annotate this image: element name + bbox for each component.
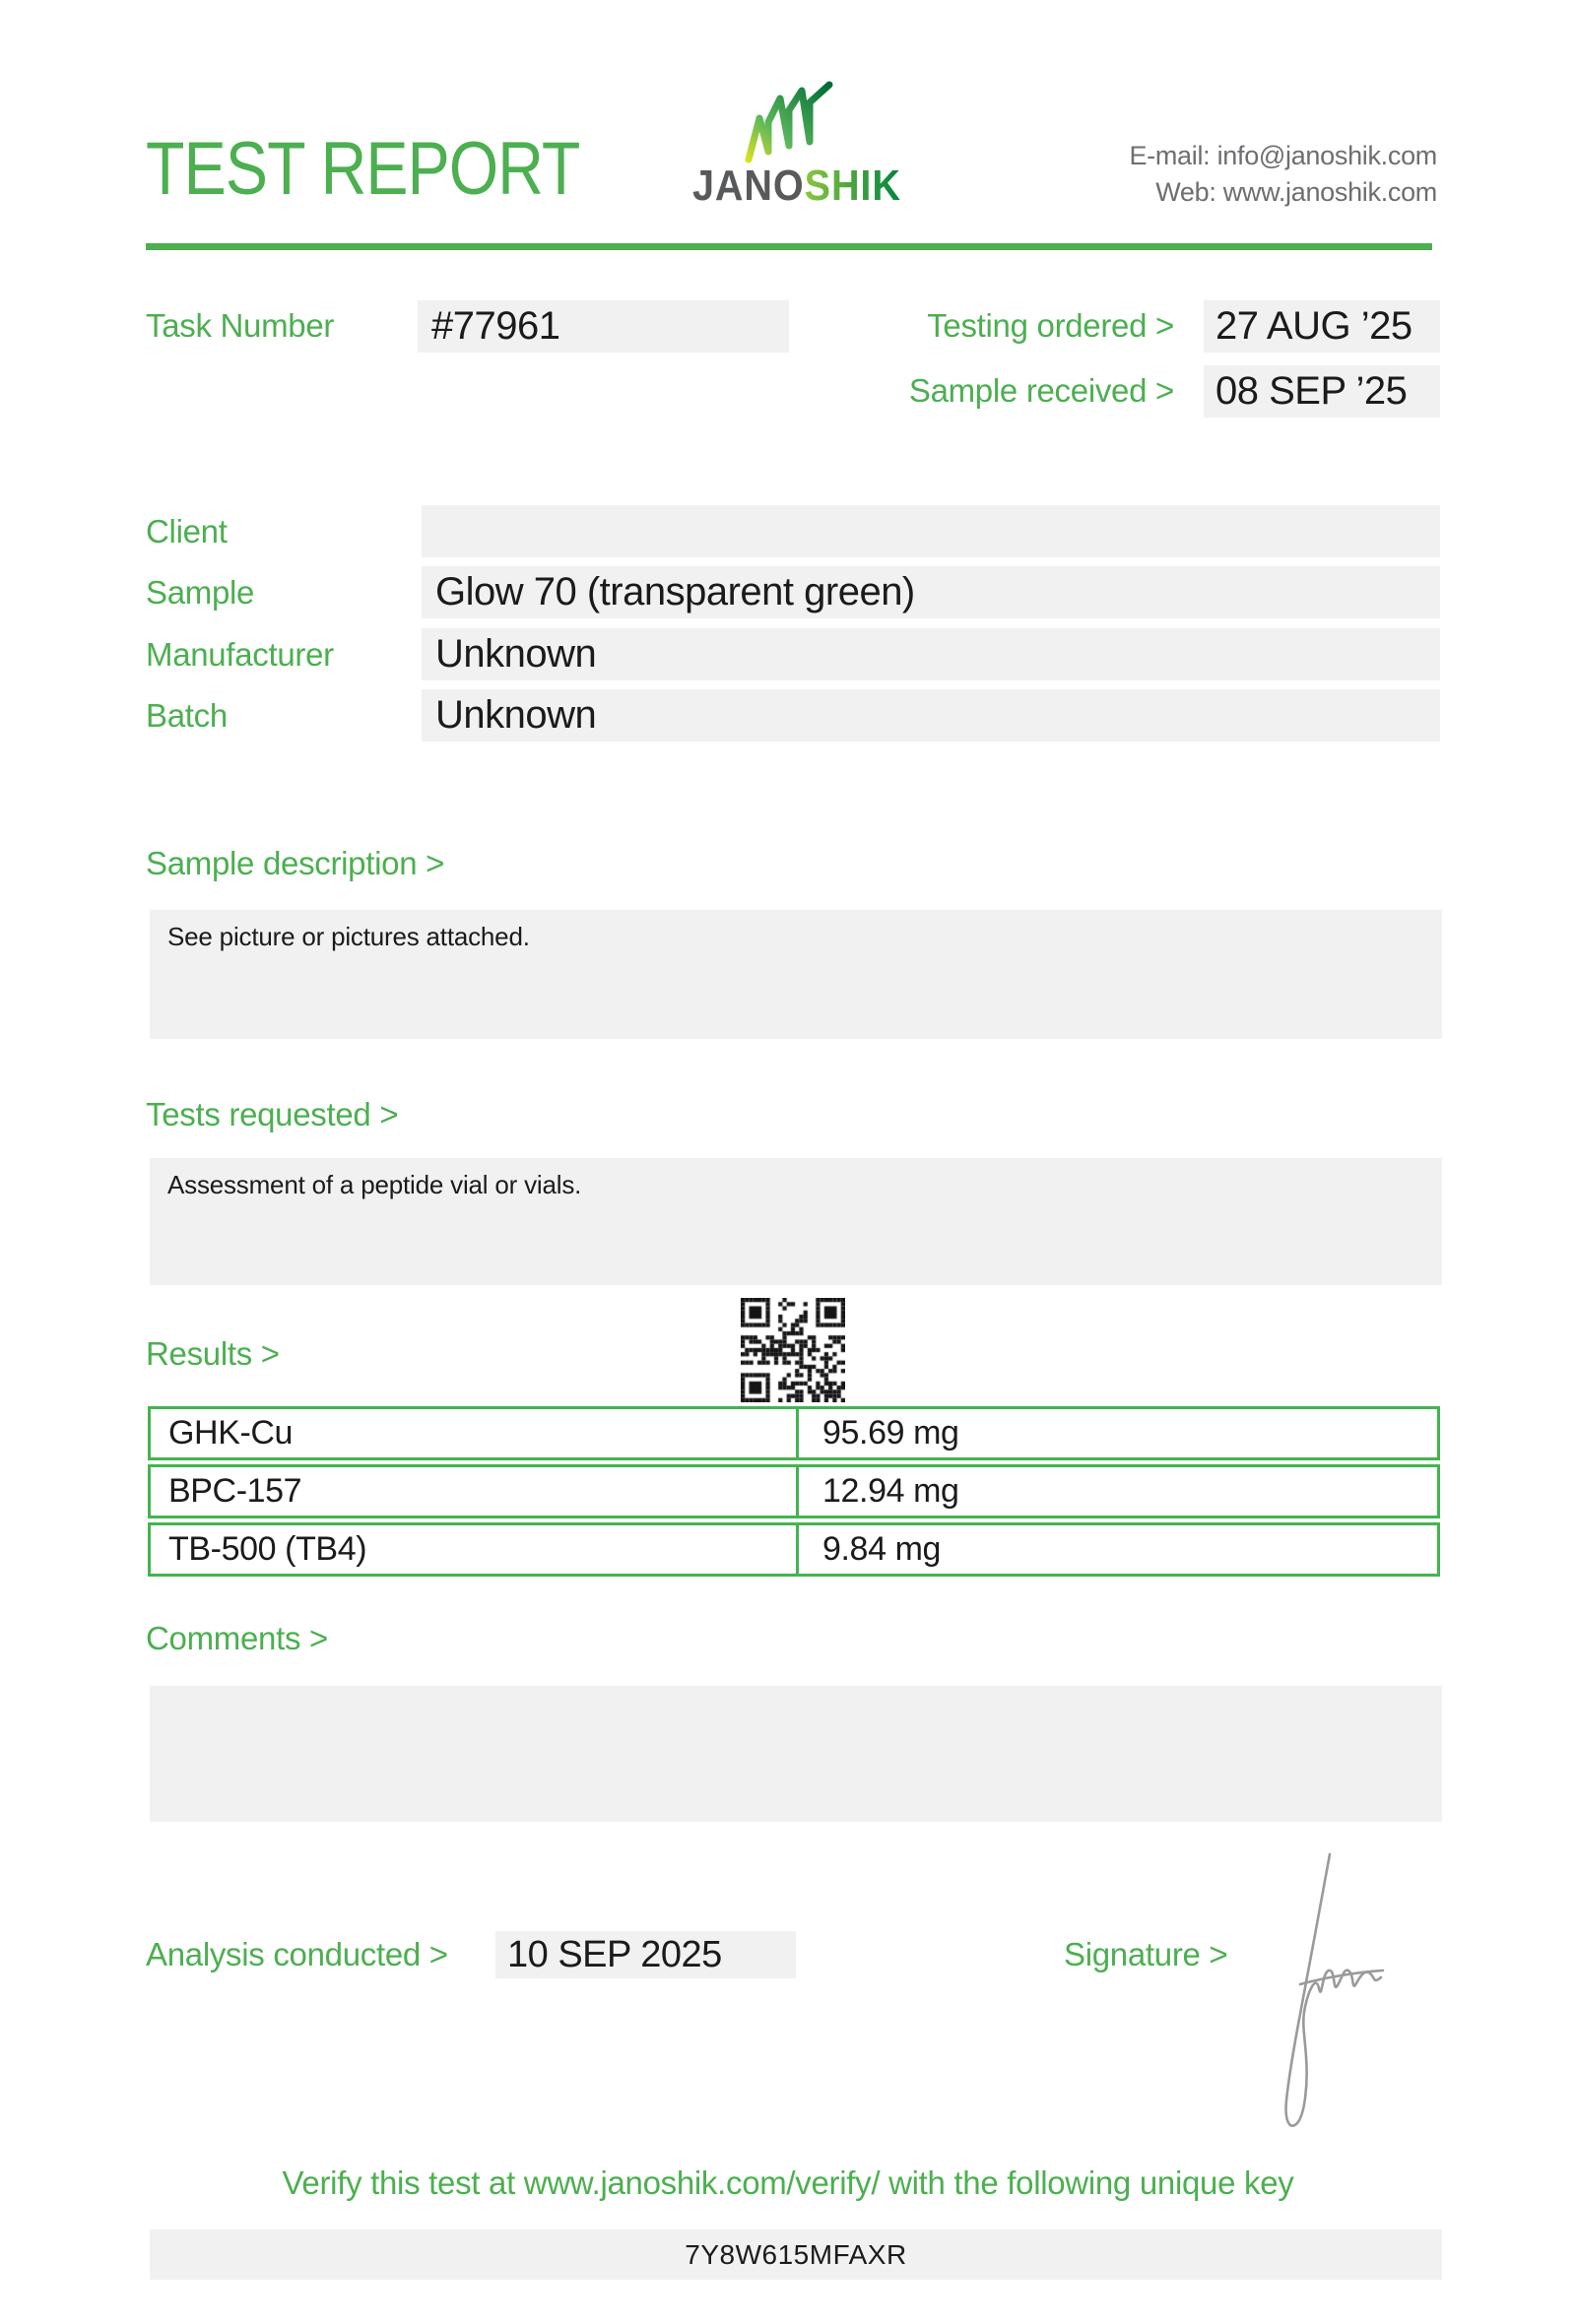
tests-requested-text: Assessment of a peptide vial or vials. — [167, 1170, 582, 1199]
comments-heading: Comments > — [146, 1620, 328, 1656]
sample-value: Glow 70 (transparent green) — [422, 566, 1440, 618]
result-analyte: GHK-Cu — [151, 1409, 799, 1457]
tests-requested-heading: Tests requested > — [146, 1096, 399, 1132]
sample-description-box — [150, 910, 1442, 1039]
signature-label: Signature > — [1064, 1936, 1228, 1972]
tests-requested-box — [150, 1158, 1442, 1285]
batch-value: Unknown — [422, 689, 1440, 742]
logo-text-shik: SHIK — [804, 161, 901, 210]
analysis-conducted-label: Analysis conducted > — [146, 1936, 448, 1972]
signature-image — [1271, 1846, 1399, 2142]
task-number-value: #77961 — [418, 300, 789, 353]
qr-code — [741, 1298, 845, 1402]
logo-wordmark — [692, 161, 901, 211]
manufacturer-label: Manufacturer — [146, 636, 334, 673]
client-label: Client — [146, 513, 228, 549]
sample-description-text: See picture or pictures attached. — [167, 922, 530, 951]
comments-box — [150, 1686, 1442, 1822]
result-amount: 12.94 mg — [822, 1472, 959, 1510]
client-value — [422, 505, 1440, 557]
sample-received-label: Sample received > — [908, 372, 1174, 409]
chart-growth-icon — [743, 81, 837, 165]
janoshik-logo — [682, 81, 901, 211]
result-row — [148, 1406, 1440, 1460]
result-amount: 95.69 mg — [822, 1414, 959, 1452]
verify-key: 7Y8W615MFAXR — [150, 2229, 1442, 2280]
result-row — [148, 1522, 1440, 1577]
contact-email: E-mail: info@janoshik.com — [1129, 141, 1437, 170]
result-analyte: BPC-157 — [151, 1467, 799, 1516]
analysis-conducted-value: 10 SEP 2025 — [495, 1931, 796, 1978]
page-title: TEST REPORT — [146, 127, 580, 211]
contact-web: Web: www.janoshik.com — [1155, 177, 1437, 207]
result-row — [148, 1464, 1440, 1518]
result-analyte: TB-500 (TB4) — [151, 1525, 799, 1574]
contact-info — [1129, 138, 1437, 211]
logo-text-jano: JANO — [692, 161, 805, 210]
results-heading: Results > — [146, 1335, 280, 1372]
task-number-label: Task Number — [146, 307, 335, 344]
sample-description-heading: Sample description > — [146, 845, 445, 881]
batch-label: Batch — [146, 697, 228, 734]
sample-label: Sample — [146, 574, 255, 611]
result-amount: 9.84 mg — [822, 1530, 942, 1568]
manufacturer-value: Unknown — [422, 628, 1440, 680]
sample-received-value: 08 SEP ’25 — [1204, 365, 1440, 418]
header-divider — [146, 243, 1432, 250]
verify-instruction: Verify this test at www.janoshik.com/verify/ with the following unique key — [282, 2164, 1294, 2201]
testing-ordered-label: Testing ordered > — [927, 307, 1174, 344]
testing-ordered-value: 27 AUG ’25 — [1204, 300, 1440, 353]
